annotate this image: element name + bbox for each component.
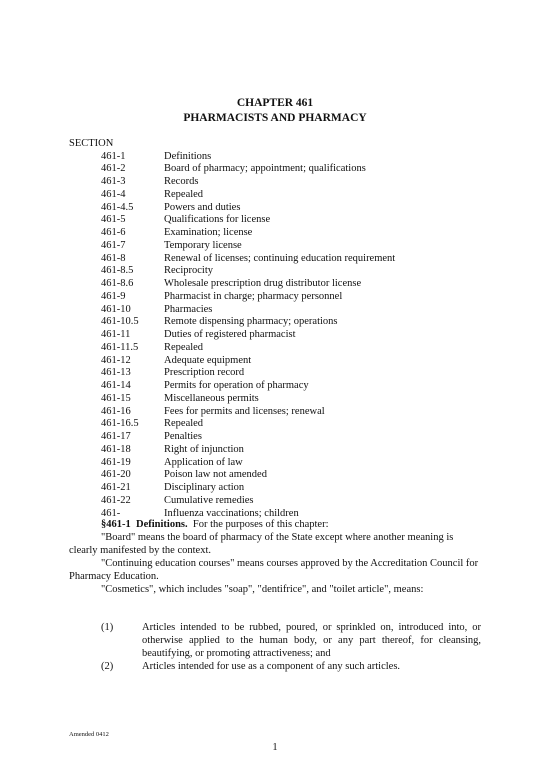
toc-row [101, 393, 395, 406]
section-intro: For the purposes of this chapter: [192, 519, 329, 530]
section-list [101, 151, 395, 521]
toc-section-number: 461-4.5 [101, 201, 134, 213]
toc-section-title: Renewal of licenses; continuing education requirement [164, 252, 396, 264]
toc-section-number: 461-11.5 [101, 341, 139, 353]
toc-section-title: Duties of registered pharmacist [164, 329, 296, 340]
toc-section-title: Influenza vaccinations; children [164, 507, 299, 519]
list-item-text: Articles intended to be rubbed, poured, or sprinkled on, introduced into, or otherwise applied to the human body, or any part thereof, for cleansing, beautifying, or promoting attractiveness; and [142, 622, 481, 659]
section-name: Definitions. [136, 519, 188, 530]
cosmetics-list [69, 622, 481, 674]
toc-row [101, 406, 395, 419]
definitions-block [69, 532, 481, 597]
toc-row [101, 291, 395, 304]
toc-section-number: 461-12 [101, 354, 131, 366]
toc-section-title: Poison law not amended [164, 469, 267, 481]
definition-continuing-education: "Continuing education courses" means courses approved by the Accreditation Council for Pharmacy Education. [69, 557, 479, 582]
toc-section-number: 461-3 [101, 176, 126, 187]
toc-section-number: 461-20 [101, 469, 131, 481]
definition-cosmetics: "Cosmetics", which includes "soap", "dentifrice", and "toilet article", means: [101, 583, 424, 595]
toc-row [101, 457, 395, 470]
section-label: SECTION [69, 138, 114, 149]
toc-section-number: 461-16 [101, 405, 131, 417]
toc-section-number: 461-8 [101, 252, 126, 264]
toc-section-title: Records [164, 176, 199, 187]
toc-section-title: Repealed [164, 418, 204, 430]
toc-row [101, 202, 395, 215]
list-item [69, 622, 481, 661]
toc-section-title: Qualifications for license [164, 214, 271, 226]
toc-section-number: 461-10.5 [101, 316, 139, 328]
toc-row [101, 189, 395, 202]
toc-section-number: 461-19 [101, 456, 131, 468]
toc-row [101, 214, 395, 227]
toc-section-number: 461-10 [101, 303, 131, 315]
toc-section-number: 461-8.5 [101, 265, 134, 277]
toc-section-title: Examination; license [164, 227, 253, 238]
toc-section-number: 461-17 [101, 431, 131, 442]
toc-row [101, 418, 395, 431]
chapter-title: PHARMACISTS AND PHARMACY [183, 112, 367, 124]
toc-row [101, 240, 395, 253]
toc-row [101, 253, 395, 266]
toc-section-number: 461-13 [101, 367, 131, 379]
toc-section-number: 461-11 [101, 329, 131, 340]
toc-section-number: 461-8.6 [101, 278, 134, 289]
toc-section-title: Fees for permits and licenses; renewal [164, 405, 325, 417]
toc-section-number: 461-4 [101, 188, 126, 200]
toc-row [101, 316, 395, 329]
toc-section-title: Permits for operation of pharmacy [164, 380, 309, 391]
toc-row [101, 380, 395, 393]
list-item-number: (2) [101, 660, 114, 672]
toc-section-number: 461-1 [101, 150, 126, 162]
toc-section-title: Wholesale prescription drug distributor license [164, 278, 362, 289]
toc-row [101, 482, 395, 495]
toc-row [101, 329, 395, 342]
toc-section-number: 461-18 [101, 443, 131, 455]
toc-section-number: 461- [101, 507, 121, 519]
toc-row [101, 444, 395, 457]
toc-row [101, 495, 395, 508]
toc-section-number: 461-16.5 [101, 418, 139, 430]
toc-section-title: Definitions [164, 150, 212, 162]
toc-row [101, 431, 395, 444]
toc-section-number: 461-21 [101, 482, 131, 493]
toc-row [101, 367, 395, 380]
toc-section-title: Powers and duties [164, 201, 241, 213]
toc-section-number: 461-7 [101, 239, 126, 251]
toc-row [101, 227, 395, 240]
toc-section-title: Repealed [164, 188, 204, 200]
toc-row [101, 342, 395, 355]
toc-section-title: Right of injunction [164, 443, 244, 455]
section-number: §461-1 [101, 519, 131, 530]
toc-section-title: Disciplinary action [164, 482, 245, 493]
toc-section-number: 461-22 [101, 494, 131, 506]
toc-section-title: Application of law [164, 456, 243, 468]
toc-row [101, 176, 395, 189]
list-item-text: Articles intended for use as a component of any such articles. [142, 660, 401, 672]
toc-section-title: Prescription record [164, 367, 245, 379]
toc-row [101, 355, 395, 368]
toc-section-title: Temporary license [164, 239, 242, 251]
toc-row [101, 469, 395, 482]
chapter-heading: CHAPTER 461 [236, 97, 314, 109]
list-item-number: (1) [101, 622, 114, 633]
toc-section-number: 461-2 [101, 163, 126, 175]
toc-row [101, 278, 395, 291]
toc-section-title: Remote dispensing pharmacy; operations [164, 316, 338, 328]
page-number: 1 [272, 742, 278, 753]
amended-note: Amended 0412 [69, 731, 109, 738]
toc-section-number: 461-5 [101, 214, 126, 226]
toc-section-title: Pharmacist in charge; pharmacy personnel [164, 290, 343, 302]
toc-section-title: Penalties [164, 431, 202, 442]
toc-section-title: Adequate equipment [164, 354, 252, 366]
toc-section-number: 461-6 [101, 227, 126, 238]
toc-section-number: 461-15 [101, 392, 131, 404]
toc-section-title: Pharmacies [164, 303, 213, 315]
definition-board: "Board" means the board of pharmacy of the State except where another meaning is clearly manifested by the context. [69, 532, 454, 556]
toc-section-title: Reciprocity [164, 265, 213, 277]
toc-row [101, 151, 395, 164]
toc-row [101, 304, 395, 317]
list-item [69, 661, 481, 674]
section-paragraph-intro [69, 519, 481, 532]
toc-section-title: Repealed [164, 341, 204, 353]
toc-section-number: 461-14 [101, 380, 131, 391]
toc-row [101, 163, 395, 176]
toc-section-title: Cumulative remedies [164, 494, 254, 506]
toc-section-title: Board of pharmacy; appointment; qualifications [164, 163, 366, 175]
toc-section-title: Miscellaneous permits [164, 392, 259, 404]
toc-row [101, 265, 395, 278]
toc-section-number: 461-9 [101, 290, 126, 302]
